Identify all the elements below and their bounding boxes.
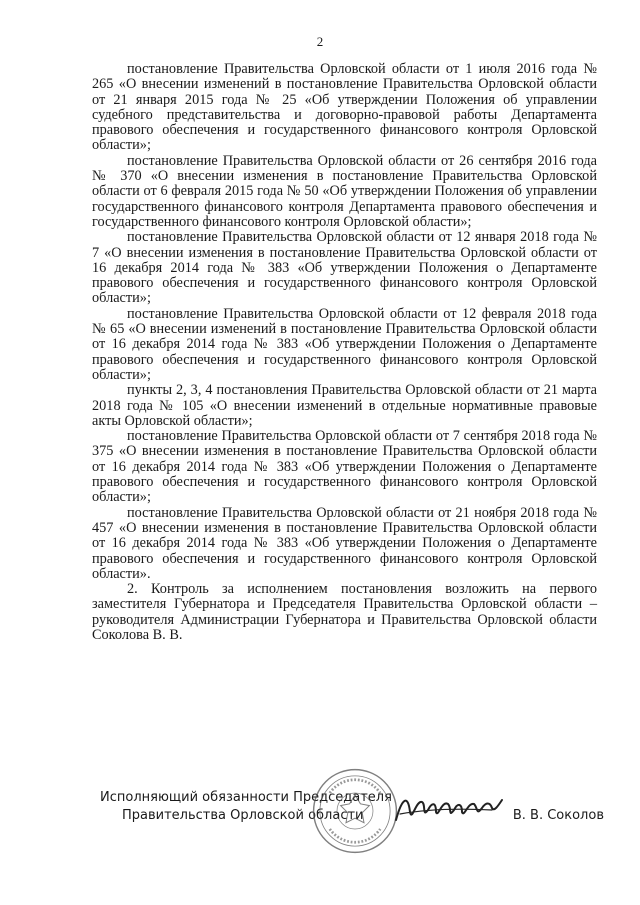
paragraph-6: постановление Правительства Орловской области от 7 сентября 2018 года № 375 «О внесении изменения в постановление Правительства Орловской области от 16 декабря 2014 года № 383 «Об утверждении Положения о Департаменте правового обеспечения и государственного финансового контроля Орловской области»; bbox=[92, 428, 597, 506]
signatory-name: В. В. Соколов bbox=[512, 808, 604, 823]
signatory-title-line2: Правительства Орловской области bbox=[122, 808, 364, 823]
paragraph-control-clause: 2. Контроль за исполнением постановления возложить на первого заместителя Губернатора и Председателя Правительства Орловской области – руководителя Администрации Губернатора и Правительства Орловской области Соколова В. В. bbox=[92, 581, 597, 643]
paragraph-1: постановление Правительства Орловской области от 1 июля 2016 года № 265 «О внесении изменений в постановление Правительства Орловской области от 21 января 2015 года № 25 «Об утверждении Положения об управлении судебного представительства и договорно-правовой работы Департамента правового обеспечения и государственного финансового контроля Орловской области»; bbox=[92, 61, 597, 154]
official-seal-icon bbox=[310, 766, 400, 856]
signatory-title-line1: Исполняющий обязанности Председателя bbox=[100, 790, 392, 805]
handwritten-signature-icon bbox=[392, 788, 507, 828]
document-body bbox=[92, 62, 597, 643]
paragraph-2: постановление Правительства Орловской области от 26 сентября 2016 года № 370 «О внесении изменения в постановление Правительства Орловской области от 6 февраля 2015 года № 50 «Об утверждении Положения об управлении государственного финансового контроля Департамента правового обеспечения и государственного финансового контроля Орловской области»; bbox=[92, 152, 597, 230]
paragraph-5: пункты 2, 3, 4 постановления Правительства Орловской области от 21 марта 2018 года № 105 «О внесении изменений в отдельные нормативные правовые акты Орловской области»; bbox=[92, 382, 597, 429]
page-number: 2 bbox=[316, 34, 324, 49]
signature-block bbox=[92, 780, 604, 850]
paragraph-3: постановление Правительства Орловской области от 12 января 2018 года № 7 «О внесении изменения в постановление Правительства Орловской области от 16 декабря 2014 года № 383 «Об утверждении Положения о Департаменте правового обеспечения и государственного финансового контроля Орловской области»; bbox=[92, 229, 597, 307]
paragraph-7: постановление Правительства Орловской области от 21 ноября 2018 года № 457 «О внесении изменения в постановление Правительства Орловской области от 16 декабря 2014 года № 383 «Об утверждении Положения о Департаменте правового обеспечения и государственного финансового контроля Орловской области». bbox=[92, 504, 597, 582]
paragraph-4: постановление Правительства Орловской области от 12 февраля 2018 года № 65 «О внесении изменений в постановление Правительства Орловской области от 16 декабря 2014 года № 383 «Об утверждении Положения о Департаменте правового обеспечения и государственного финансового контроля Орловской области»; bbox=[92, 305, 597, 383]
